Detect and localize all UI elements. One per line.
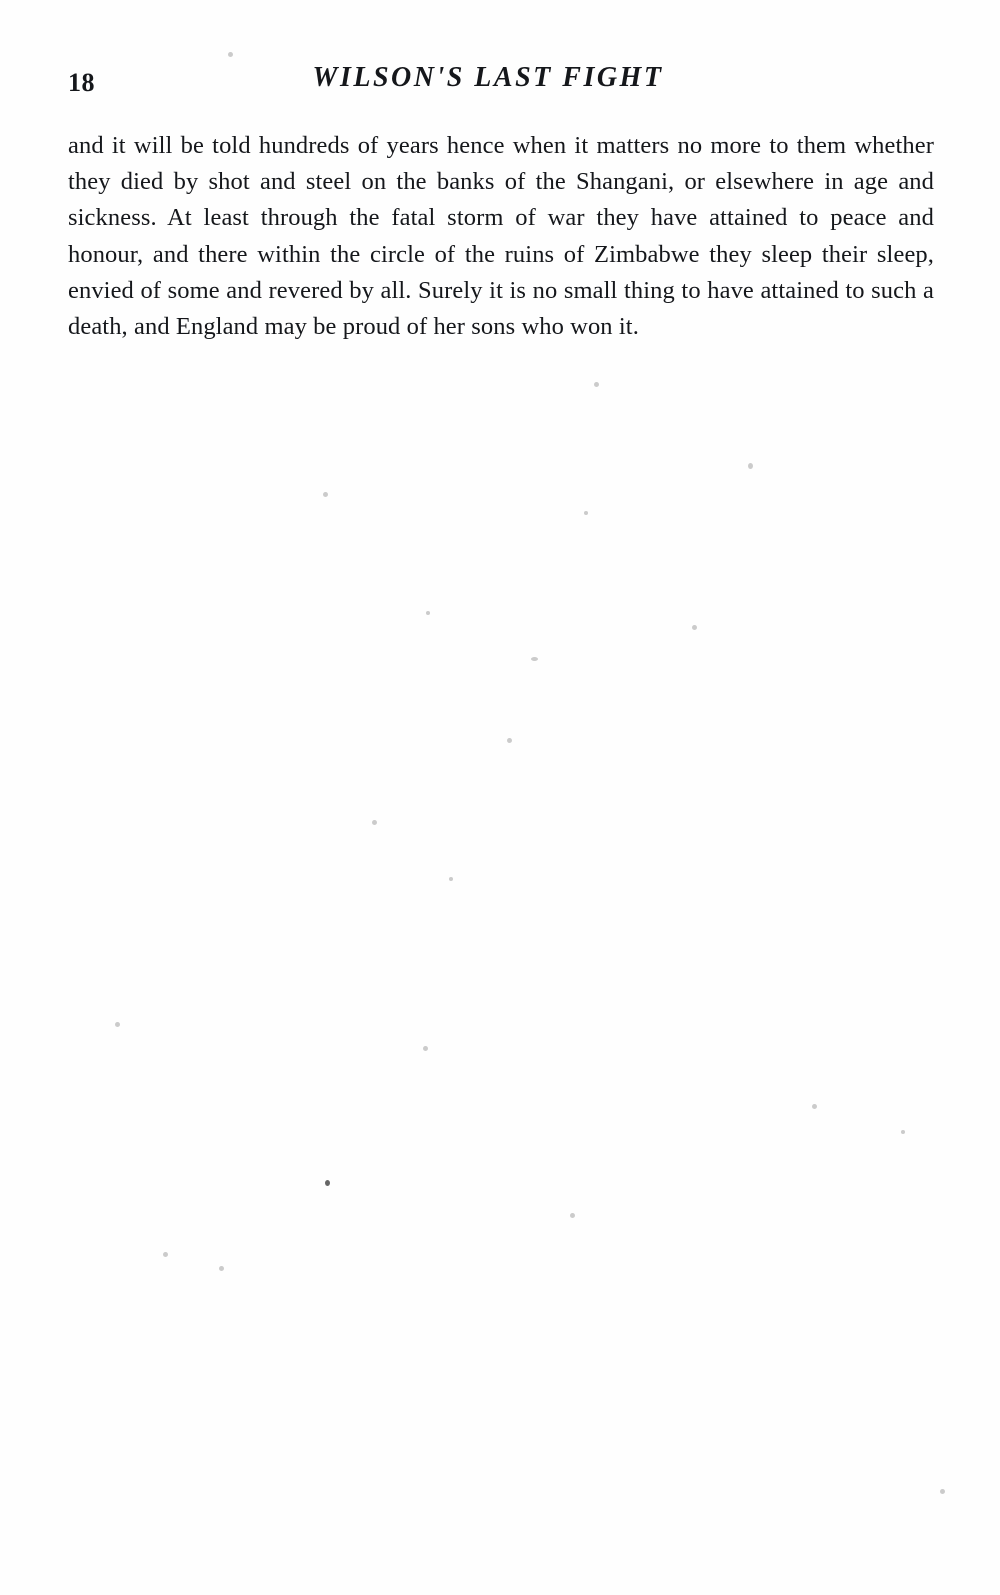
scan-speck-icon (584, 511, 588, 515)
scan-speck-icon (692, 625, 697, 630)
scan-speck-icon (594, 382, 599, 387)
scan-speck-icon (325, 1180, 330, 1186)
scan-speck-icon (228, 52, 233, 57)
scan-speck-icon (940, 1489, 945, 1494)
scan-speck-icon (115, 1022, 120, 1027)
page-number: 18 (68, 68, 95, 97)
scan-speck-icon (570, 1213, 575, 1218)
scan-speck-icon (812, 1104, 817, 1109)
scan-speck-icon (748, 463, 753, 469)
running-title: WILSON'S LAST FIGHT (312, 62, 664, 93)
scan-speck-icon (426, 611, 430, 615)
page-header (68, 62, 938, 102)
scan-speck-icon (219, 1266, 224, 1271)
scan-speck-icon (423, 1046, 428, 1051)
scan-speck-icon (507, 738, 512, 743)
scan-speck-icon (901, 1130, 905, 1134)
scan-speck-icon (449, 877, 453, 881)
scan-speck-icon (163, 1252, 168, 1257)
body-text-block (68, 128, 934, 345)
paragraph: and it will be told hundreds of years hence when it matters no more to them whether they died by shot and steel on the banks of the Shangani, or elsewhere in age and sickness. At least through the fatal storm of war they have attained to peace and honour, and there within the circle of the ruins of Zimbabwe they sleep their sleep, envied of some and revered by all. Surely it is no small thing to have attained to such a death, and England may be proud of her sons who won it. (68, 132, 934, 341)
scan-speck-icon (323, 492, 328, 497)
scan-speck-icon (531, 657, 538, 661)
scan-speck-icon (372, 820, 377, 825)
